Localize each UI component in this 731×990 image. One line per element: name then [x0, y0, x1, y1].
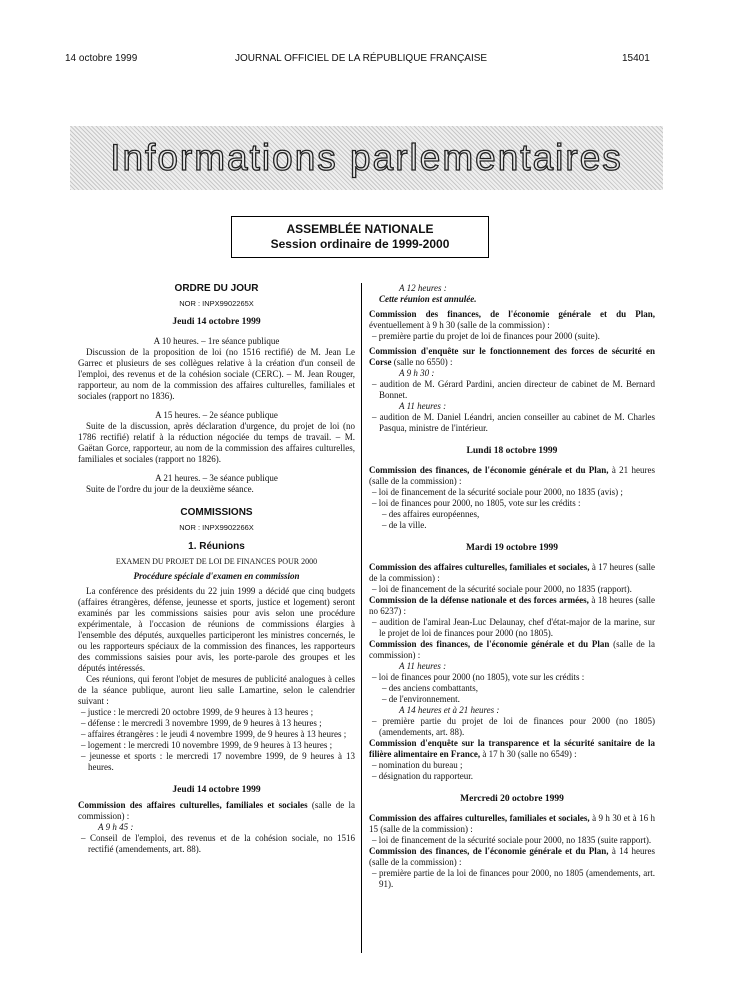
nor-code: NOR : INPX9902266X	[179, 523, 254, 532]
day-heading: Lundi 18 octobre 1999	[466, 446, 558, 456]
header-journal: JOURNAL OFFICIEL DE LA RÉPUBLIQUE FRANÇAISE	[235, 53, 488, 64]
commission-heading: Commission des finances, de l'économie générale et du Plan (salle de la commission) :	[369, 639, 655, 660]
reunions-heading: 1. Réunions	[188, 541, 245, 552]
session-text: Suite de la discussion, après déclaration d'urgence, du projet de loi (no 1786 rectifié) relatif à la réduction négociée du temps de travail. – M. Gaëtan Gorce, rapporteur, au nom de la commission des affaires culturelles, familiales et sociales (rapport no 1826).	[78, 421, 355, 464]
assembly-name: ASSEMBLÉE NATIONALE	[286, 222, 434, 236]
time-label: A 11 heures :	[399, 661, 447, 671]
agenda-item: – audition de l'amiral Jean-Luc Delaunay, chef d'état-major de la marine, sur le projet de loi de finances pour 2000 (no 1805).	[372, 617, 656, 638]
column-divider	[361, 283, 362, 953]
commissions-title: COMMISSIONS	[180, 507, 253, 518]
calendar-item: – jeunesse et sports : le mercredi 17 novembre 1999, de 9 heures à 13 heures.	[81, 751, 355, 772]
commission-heading: Commission des finances, de l'économie générale et du Plan, à 21 heures (salle de la commission) :	[369, 465, 655, 486]
day-heading: Jeudi 14 octobre 1999	[172, 317, 261, 327]
commission-heading: Commission des finances, de l'économie générale et du Plan, éventuellement à 9 h 30 (salle de la commission) :	[369, 309, 655, 330]
day-heading: Mercredi 20 octobre 1999	[460, 794, 564, 804]
commission-heading: Commission d'enquête sur le fonctionnement des forces de sécurité en Corse (salle no 6550) :	[369, 346, 655, 367]
commission-heading: Commission des affaires culturelles, familiales et sociales, à 17 heures (salle de la commission) :	[369, 562, 655, 583]
day-heading: Jeudi 14 octobre 1999	[172, 785, 261, 795]
time-label: A 9 h 45 :	[98, 822, 134, 832]
header-page-number: 15401	[622, 53, 650, 64]
commission-heading: Commission de la défense nationale et des forces armées, à 18 heures (salle no 6237) :	[369, 595, 655, 616]
calendar-item: – justice : le mercredi 20 octobre 1999, de 9 heures à 13 heures ;	[81, 707, 314, 717]
procedure-paragraph: Ces réunions, qui feront l'objet de mesures de publicité analogues à celles de la séance publique, auront lieu salle Lamartine, selon le calendrier suivant :	[78, 674, 355, 706]
commission-heading: Commission des affaires culturelles, familiales et sociales, à 9 h 30 et à 16 h 15 (salle de la commission) :	[369, 813, 656, 834]
agenda-subitem: – des affaires européennes,	[382, 509, 480, 519]
section-banner	[70, 126, 663, 190]
time-label: A 11 heures :	[399, 401, 447, 411]
examen-heading: EXAMEN DU PROJET DE LOI DE FINANCES POUR 2000	[115, 557, 318, 566]
agenda-item: – loi de financement de la sécurité sociale pour 2000, no 1835 (suite rapport).	[372, 835, 652, 845]
agenda-item: – audition de M. Gérard Pardini, ancien directeur de cabinet de M. Bernard Bonnet.	[372, 379, 655, 400]
agenda-item: – désignation du rapporteur.	[372, 771, 473, 781]
nor-code: NOR : INPX9902265X	[179, 299, 254, 308]
banner-title: Informations parlementaires	[110, 137, 623, 178]
right-column	[369, 283, 655, 890]
session-heading: A 15 heures. – 2e séance publique	[155, 410, 278, 420]
assembly-session: Session ordinaire de 1999-2000	[270, 237, 450, 251]
session-heading: A 10 heures. – 1re séance publique	[153, 336, 280, 346]
assembly-box	[231, 216, 489, 258]
agenda-subitem: – de la ville.	[382, 520, 427, 530]
agenda-item: – première partie du projet de loi de finances pour 2000 (suite).	[372, 331, 600, 341]
agenda-item: – nomination du bureau ;	[372, 760, 463, 770]
agenda-item: – audition de M. Daniel Léandri, ancien conseiller au cabinet de M. Charles Pasqua, ministre de l'intérieur.	[372, 412, 656, 433]
session-text: Discussion de la proposition de loi (no 1516 rectifié) de M. Jean Le Garrec et plusieurs de ses collègues relative à la création d'un conseil de l'emploi, des revenus et de la cohésion sociale (CERC). – M. Jean Rouger, rapporteur, au nom de la commission des affaires culturelles, familiales et sociales (rapport no 1836).	[78, 347, 355, 401]
agenda-item: – loi de financement de la sécurité sociale pour 2000, no 1835 (rapport).	[372, 584, 632, 594]
agenda-item: – loi de finances pour 2000, no 1805, vote sur les crédits :	[372, 498, 581, 508]
time-label: A 14 heures et à 21 heures :	[399, 705, 500, 715]
left-column	[78, 283, 355, 855]
agenda-item: – première partie de la loi de finances pour 2000, no 1805 (amendements, art. 91).	[372, 868, 656, 889]
commission-heading: Commission d'enquête sur la transparence et la sécurité sanitaire de la filière alimentaire en France, à 17 h 30 (salle no 6549) :	[369, 738, 655, 759]
time-label: A 12 heures :	[399, 283, 447, 293]
calendar-item: – logement : le mercredi 10 novembre 1999, de 9 heures à 13 heures ;	[81, 740, 333, 750]
ordre-du-jour-title: ORDRE DU JOUR	[174, 283, 259, 294]
agenda-item: – loi de finances pour 2000 (no 1805), vote sur les crédits :	[372, 672, 585, 682]
procedure-heading: Procédure spéciale d'examen en commission	[133, 571, 300, 581]
agenda-subitem: – des anciens combattants,	[382, 683, 478, 693]
agenda-item: – loi de financement de la sécurité sociale pour 2000, no 1835 (avis) ;	[372, 487, 623, 497]
cancellation-note: Cette réunion est annulée.	[379, 294, 477, 304]
commission-heading: Commission des finances, de l'économie générale et du Plan, à 14 heures (salle de la commission) :	[369, 846, 655, 867]
time-label: A 9 h 30 :	[399, 368, 435, 378]
calendar-item: – affaires étrangères : le jeudi 4 novembre 1999, de 9 heures à 13 heures ;	[81, 729, 347, 739]
commission-heading: Commission des affaires culturelles, familiales et sociales (salle de la commission) :	[78, 800, 355, 821]
session-heading: A 21 heures. – 3e séance publique	[155, 473, 278, 483]
procedure-paragraph: La conférence des présidents du 22 juin 1999 a décidé que cinq budgets (affaires étrangères, défense, jeunesse et sports, justice et logement) seront examinés par les commissions saisies pour avis selon une procédure expérimentale, à l'occasion de réunions de commissions élargies à l'ensemble des députés, auxquelles participeront les ministres concernés, le ou les rapporteurs spéciaux de la commission des finances, les rapporteurs des commissions saisies pour avis, les porte-parole des groupes et les députés intéressés.	[78, 586, 355, 673]
agenda-item: – première partie du projet de loi de finances pour 2000 (no 1805) (amendements, art. 88).	[372, 716, 655, 737]
agenda-item: – Conseil de l'emploi, des revenus et de la cohésion sociale, no 1516 rectifié (amendements, art. 88).	[81, 833, 355, 854]
calendar-item: – défense : le mercredi 3 novembre 1999, de 9 heures à 13 heures ;	[81, 718, 322, 728]
agenda-subitem: – de l'environnement.	[382, 694, 460, 704]
day-heading: Mardi 19 octobre 1999	[466, 543, 558, 553]
session-text: Suite de l'ordre du jour de la deuxième séance.	[86, 484, 254, 494]
header-date: 14 octobre 1999	[65, 53, 138, 64]
